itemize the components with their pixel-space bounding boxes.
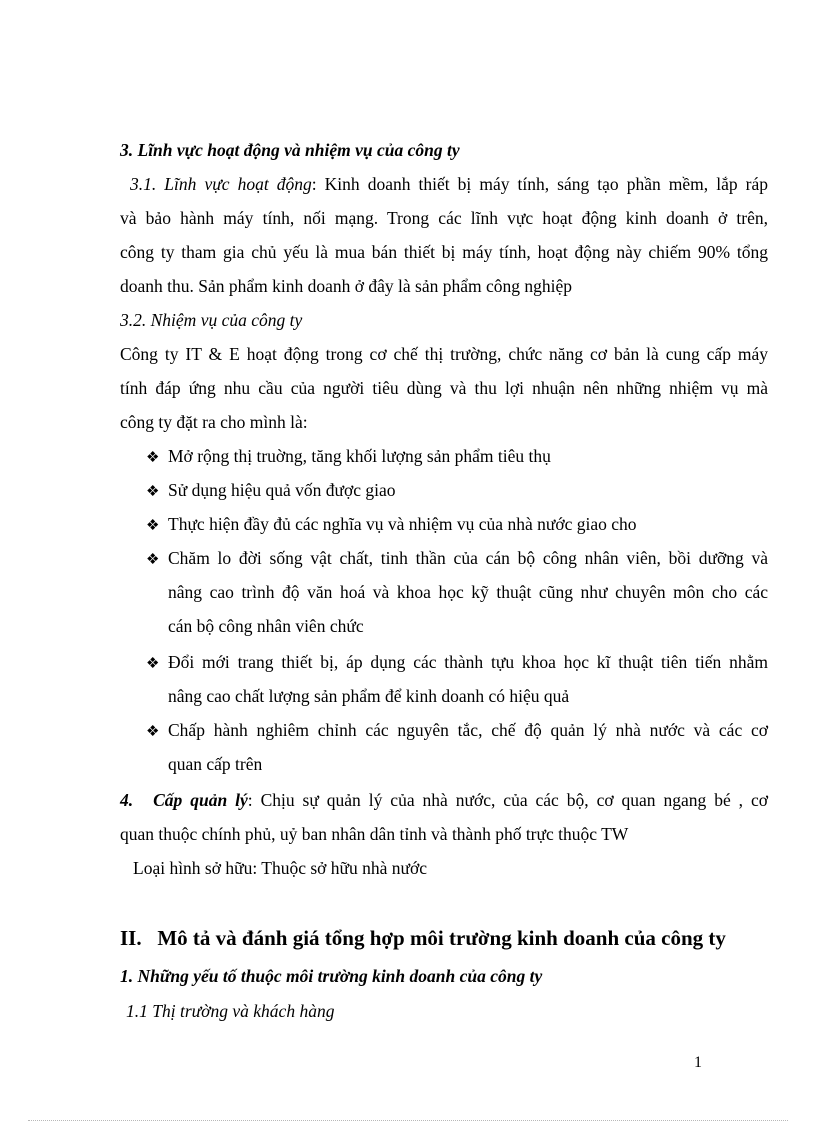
- list-item: [146, 719, 768, 743]
- section-3-2-line-1: Công ty IT & E hoạt động trong cơ chế thị trường, chức năng cơ bản là cung cấp máy: [120, 344, 768, 364]
- diamond-bullet-icon: ❖: [146, 552, 160, 568]
- section-3-2-heading: 3.2. Nhiệm vụ của công ty: [120, 310, 303, 330]
- section-3-1-line-1: [120, 173, 768, 195]
- list-item: [146, 513, 636, 537]
- diamond-bullet-icon: ❖: [146, 518, 160, 534]
- list-item-continuation: nâng cao trình độ văn hoá và khoa học kỹ thuật cũng như chuyên môn cho các: [168, 582, 768, 602]
- section-3-1-line-4: doanh thu. Sản phẩm kinh doanh ở đây là sản phẩm công nghiệp: [120, 276, 573, 296]
- list-item: [146, 445, 551, 469]
- section-4-line-2: quan thuộc chính phủ, uỷ ban nhân dân tỉnh và thành phố trực thuộc TW: [120, 824, 629, 844]
- section-4-number: 4.: [120, 790, 134, 810]
- section-4-text-1: : Chịu sự quản lý của nhà nước, của các bộ, cơ quan ngang bé , cơ: [247, 790, 768, 810]
- list-item-continuation: nâng cao chất lượng sản phẩm để kinh doanh có hiệu quả: [168, 686, 570, 706]
- diamond-bullet-icon: ❖: [146, 724, 160, 740]
- section-3-heading: 3. Lĩnh vực hoạt động và nhiệm vụ của công ty: [120, 140, 460, 160]
- list-item-text: Mở rộng thị truờng, tăng khối lượng sản phẩm tiêu thụ: [168, 446, 551, 466]
- diamond-bullet-icon: ❖: [146, 450, 160, 466]
- diamond-bullet-icon: ❖: [146, 656, 160, 672]
- section-3-1-label: 3.1. Lĩnh vực hoạt động: [130, 174, 312, 194]
- section-3-2-line-3: công ty đặt ra cho mình là:: [120, 412, 308, 432]
- section-3-1-line-3: công ty tham gia chủ yếu là mua bán thiết bị máy tính, hoạt động này chiếm 90% tổng: [120, 242, 768, 262]
- list-item: [146, 479, 396, 503]
- section-4-line-1: [120, 789, 768, 811]
- diamond-bullet-icon: ❖: [146, 484, 160, 500]
- section-ii-heading: II. Mô tả và đánh giá tổng hợp môi trường kinh doanh của công ty: [120, 926, 726, 950]
- section-ii-1-heading: 1. Những yếu tố thuộc môi trường kinh doanh của công ty: [120, 966, 543, 986]
- page-bottom-divider: [28, 1120, 788, 1121]
- list-item-continuation: quan cấp trên: [168, 754, 263, 774]
- list-item-text: Sử dụng hiệu quả vốn được giao: [168, 480, 396, 500]
- section-3-1-text-1: : Kinh doanh thiết bị máy tính, sáng tạo phần mềm, lắp ráp: [311, 174, 768, 194]
- list-item-text: Đổi mới trang thiết bị, áp dụng các thành tựu khoa học kĩ thuật tiên tiến nhằm: [168, 652, 768, 672]
- list-item-text: Chăm lo đời sống vật chất, tinh thần của cán bộ công nhân viên, bồi dưỡng và: [168, 548, 768, 568]
- ownership-line: Loại hình sở hữu: Thuộc sở hữu nhà nước: [133, 858, 428, 878]
- list-item-text: Chấp hành nghiêm chỉnh các nguyên tắc, chế độ quản lý nhà nước và các cơ: [168, 720, 768, 740]
- page-number: 1: [694, 1054, 702, 1071]
- list-item: [146, 547, 768, 571]
- section-3-2-line-2: tính đáp ứng nhu cầu của người tiêu dùng và thu lợi nhuận nên những nhiệm vụ mà: [120, 378, 768, 398]
- section-4-label: Cấp quản lý: [153, 790, 248, 810]
- list-item: [146, 651, 768, 675]
- section-3-1-line-2: và bảo hành máy tính, nối mạng. Trong các lĩnh vực hoạt động kinh doanh ở trên,: [120, 208, 768, 228]
- list-item-continuation: cán bộ công nhân viên chức: [168, 616, 364, 636]
- list-item-text: Thực hiện đầy đủ các nghĩa vụ và nhiệm vụ của nhà nước giao cho: [168, 514, 637, 534]
- section-ii-1-1-item: 1.1 Thị trường và khách hàng: [126, 1001, 335, 1021]
